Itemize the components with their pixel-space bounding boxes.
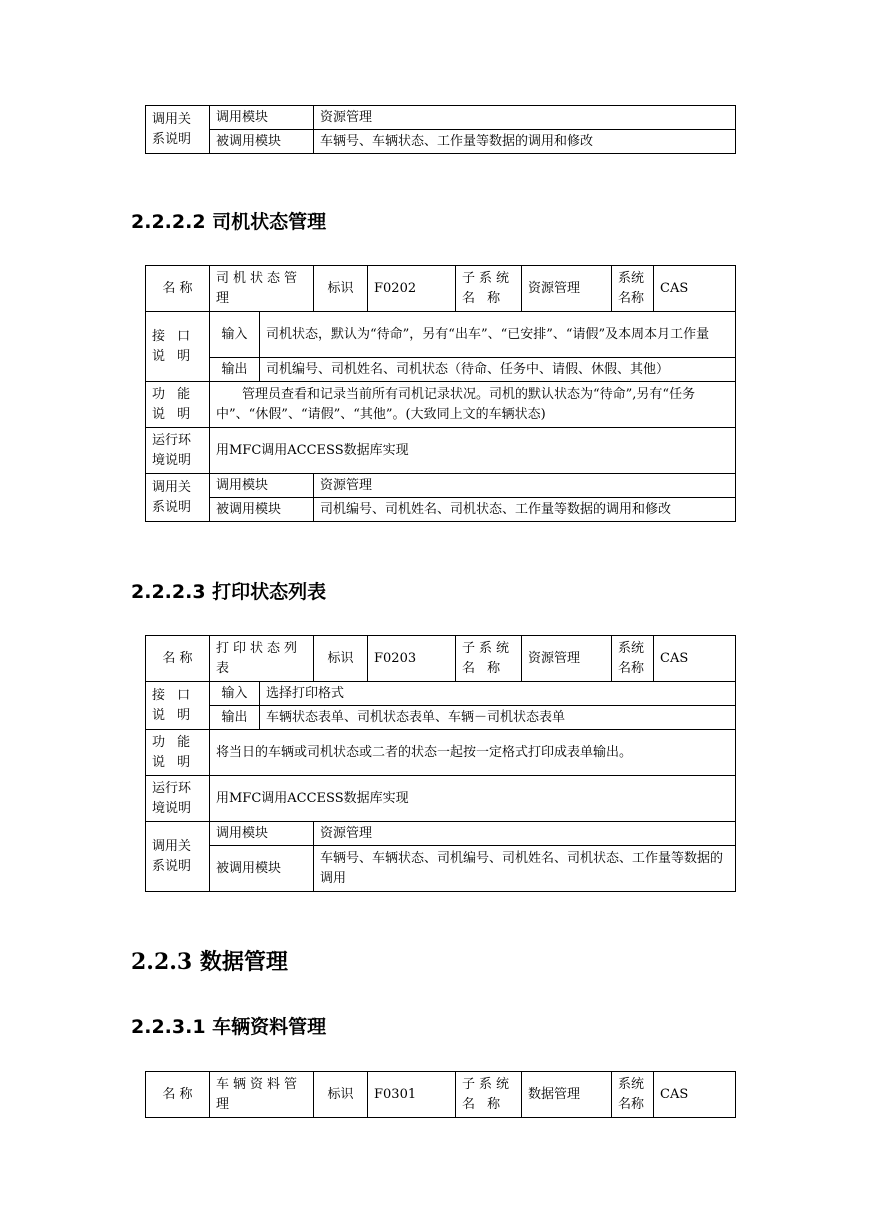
id-value: F0202	[368, 266, 456, 312]
spec-table-f0202	[145, 265, 736, 522]
spec-table-f0203	[145, 635, 736, 892]
id-label: 标识	[314, 266, 368, 312]
called-module-label: 被调用模块	[210, 846, 314, 892]
call-relation-label: 调用关系说明	[146, 474, 210, 522]
call-relation-table-f0201	[145, 105, 736, 154]
call-module-value: 资源管理	[314, 474, 736, 498]
subsystem-value: 数据管理	[522, 1072, 612, 1118]
system-label: 系统名称	[612, 636, 654, 682]
interface-label: 接 口说 明	[146, 682, 210, 730]
section-heading-223: 2.2.3 数据管理	[131, 949, 288, 975]
subsystem-label: 子系统名 称	[456, 1072, 522, 1118]
output-value: 司机编号、司机姓名、司机状态（待命、任务中、请假、休假、其他）	[260, 358, 736, 382]
subsystem-value: 资源管理	[522, 266, 612, 312]
input-label: 输入	[210, 312, 260, 358]
env-value: 用MFC调用ACCESS数据库实现	[210, 776, 736, 822]
system-label: 系统名称	[612, 266, 654, 312]
section-heading-2223: 2.2.2.3 打印状态列表	[131, 581, 327, 603]
function-label: 功 能说 明	[146, 730, 210, 776]
name-label: 名 称	[146, 1072, 210, 1118]
call-module-label: 调用模块	[210, 822, 314, 846]
call-module-value: 资源管理	[314, 822, 736, 846]
called-module-value: 车辆号、车辆状态、工作量等数据的调用和修改	[314, 130, 736, 154]
env-label: 运行环境说明	[146, 776, 210, 822]
call-module-label: 调用模块	[210, 106, 314, 130]
input-label: 输入	[210, 682, 260, 706]
name-value: 车辆资料管理	[210, 1072, 314, 1118]
system-label: 系统名称	[612, 1072, 654, 1118]
called-module-label: 被调用模块	[210, 498, 314, 522]
name-value: 打印状态列表	[210, 636, 314, 682]
id-label: 标识	[314, 1072, 368, 1118]
function-label: 功 能说 明	[146, 382, 210, 428]
input-value: 司机状态，默认为“待命”，另有“出车”、“已安排”、“请假”及本周本月工作量	[260, 312, 736, 358]
input-value: 选择打印格式	[260, 682, 736, 706]
system-value: CAS	[654, 266, 736, 312]
name-label: 名 称	[146, 636, 210, 682]
section-heading-2231: 2.2.3.1 车辆资料管理	[131, 1016, 327, 1038]
env-value: 用MFC调用ACCESS数据库实现	[210, 428, 736, 474]
id-value: F0301	[368, 1072, 456, 1118]
subsystem-label: 子系统名 称	[456, 636, 522, 682]
call-module-label: 调用模块	[210, 474, 314, 498]
called-module-value: 车辆号、车辆状态、司机编号、司机姓名、司机状态、工作量等数据的调用	[314, 846, 736, 892]
spec-table-f0301	[145, 1071, 736, 1118]
function-value: 将当日的车辆或司机状态或二者的状态一起按一定格式打印成表单输出。	[210, 730, 736, 776]
call-relation-label: 调用关系说明	[146, 106, 210, 154]
output-value: 车辆状态表单、司机状态表单、车辆－司机状态表单	[260, 706, 736, 730]
id-label: 标识	[314, 636, 368, 682]
output-label: 输出	[210, 706, 260, 730]
function-value: 管理员查看和记录当前所有司机记录状况。司机的默认状态为“待命”,另有“任务中”、“休假”、“请假”、“其他”。(大致同上文的车辆状态)	[210, 382, 736, 428]
subsystem-value: 资源管理	[522, 636, 612, 682]
call-module-value: 资源管理	[314, 106, 736, 130]
interface-label: 接 口说 明	[146, 312, 210, 382]
system-value: CAS	[654, 1072, 736, 1118]
call-relation-label: 调用关系说明	[146, 822, 210, 892]
name-label: 名 称	[146, 266, 210, 312]
system-value: CAS	[654, 636, 736, 682]
env-label: 运行环境说明	[146, 428, 210, 474]
called-module-value: 司机编号、司机姓名、司机状态、工作量等数据的调用和修改	[314, 498, 736, 522]
output-label: 输出	[210, 358, 260, 382]
section-heading-2222: 2.2.2.2 司机状态管理	[131, 211, 327, 233]
called-module-label: 被调用模块	[210, 130, 314, 154]
id-value: F0203	[368, 636, 456, 682]
name-value: 司机状态管理	[210, 266, 314, 312]
subsystem-label: 子系统名 称	[456, 266, 522, 312]
